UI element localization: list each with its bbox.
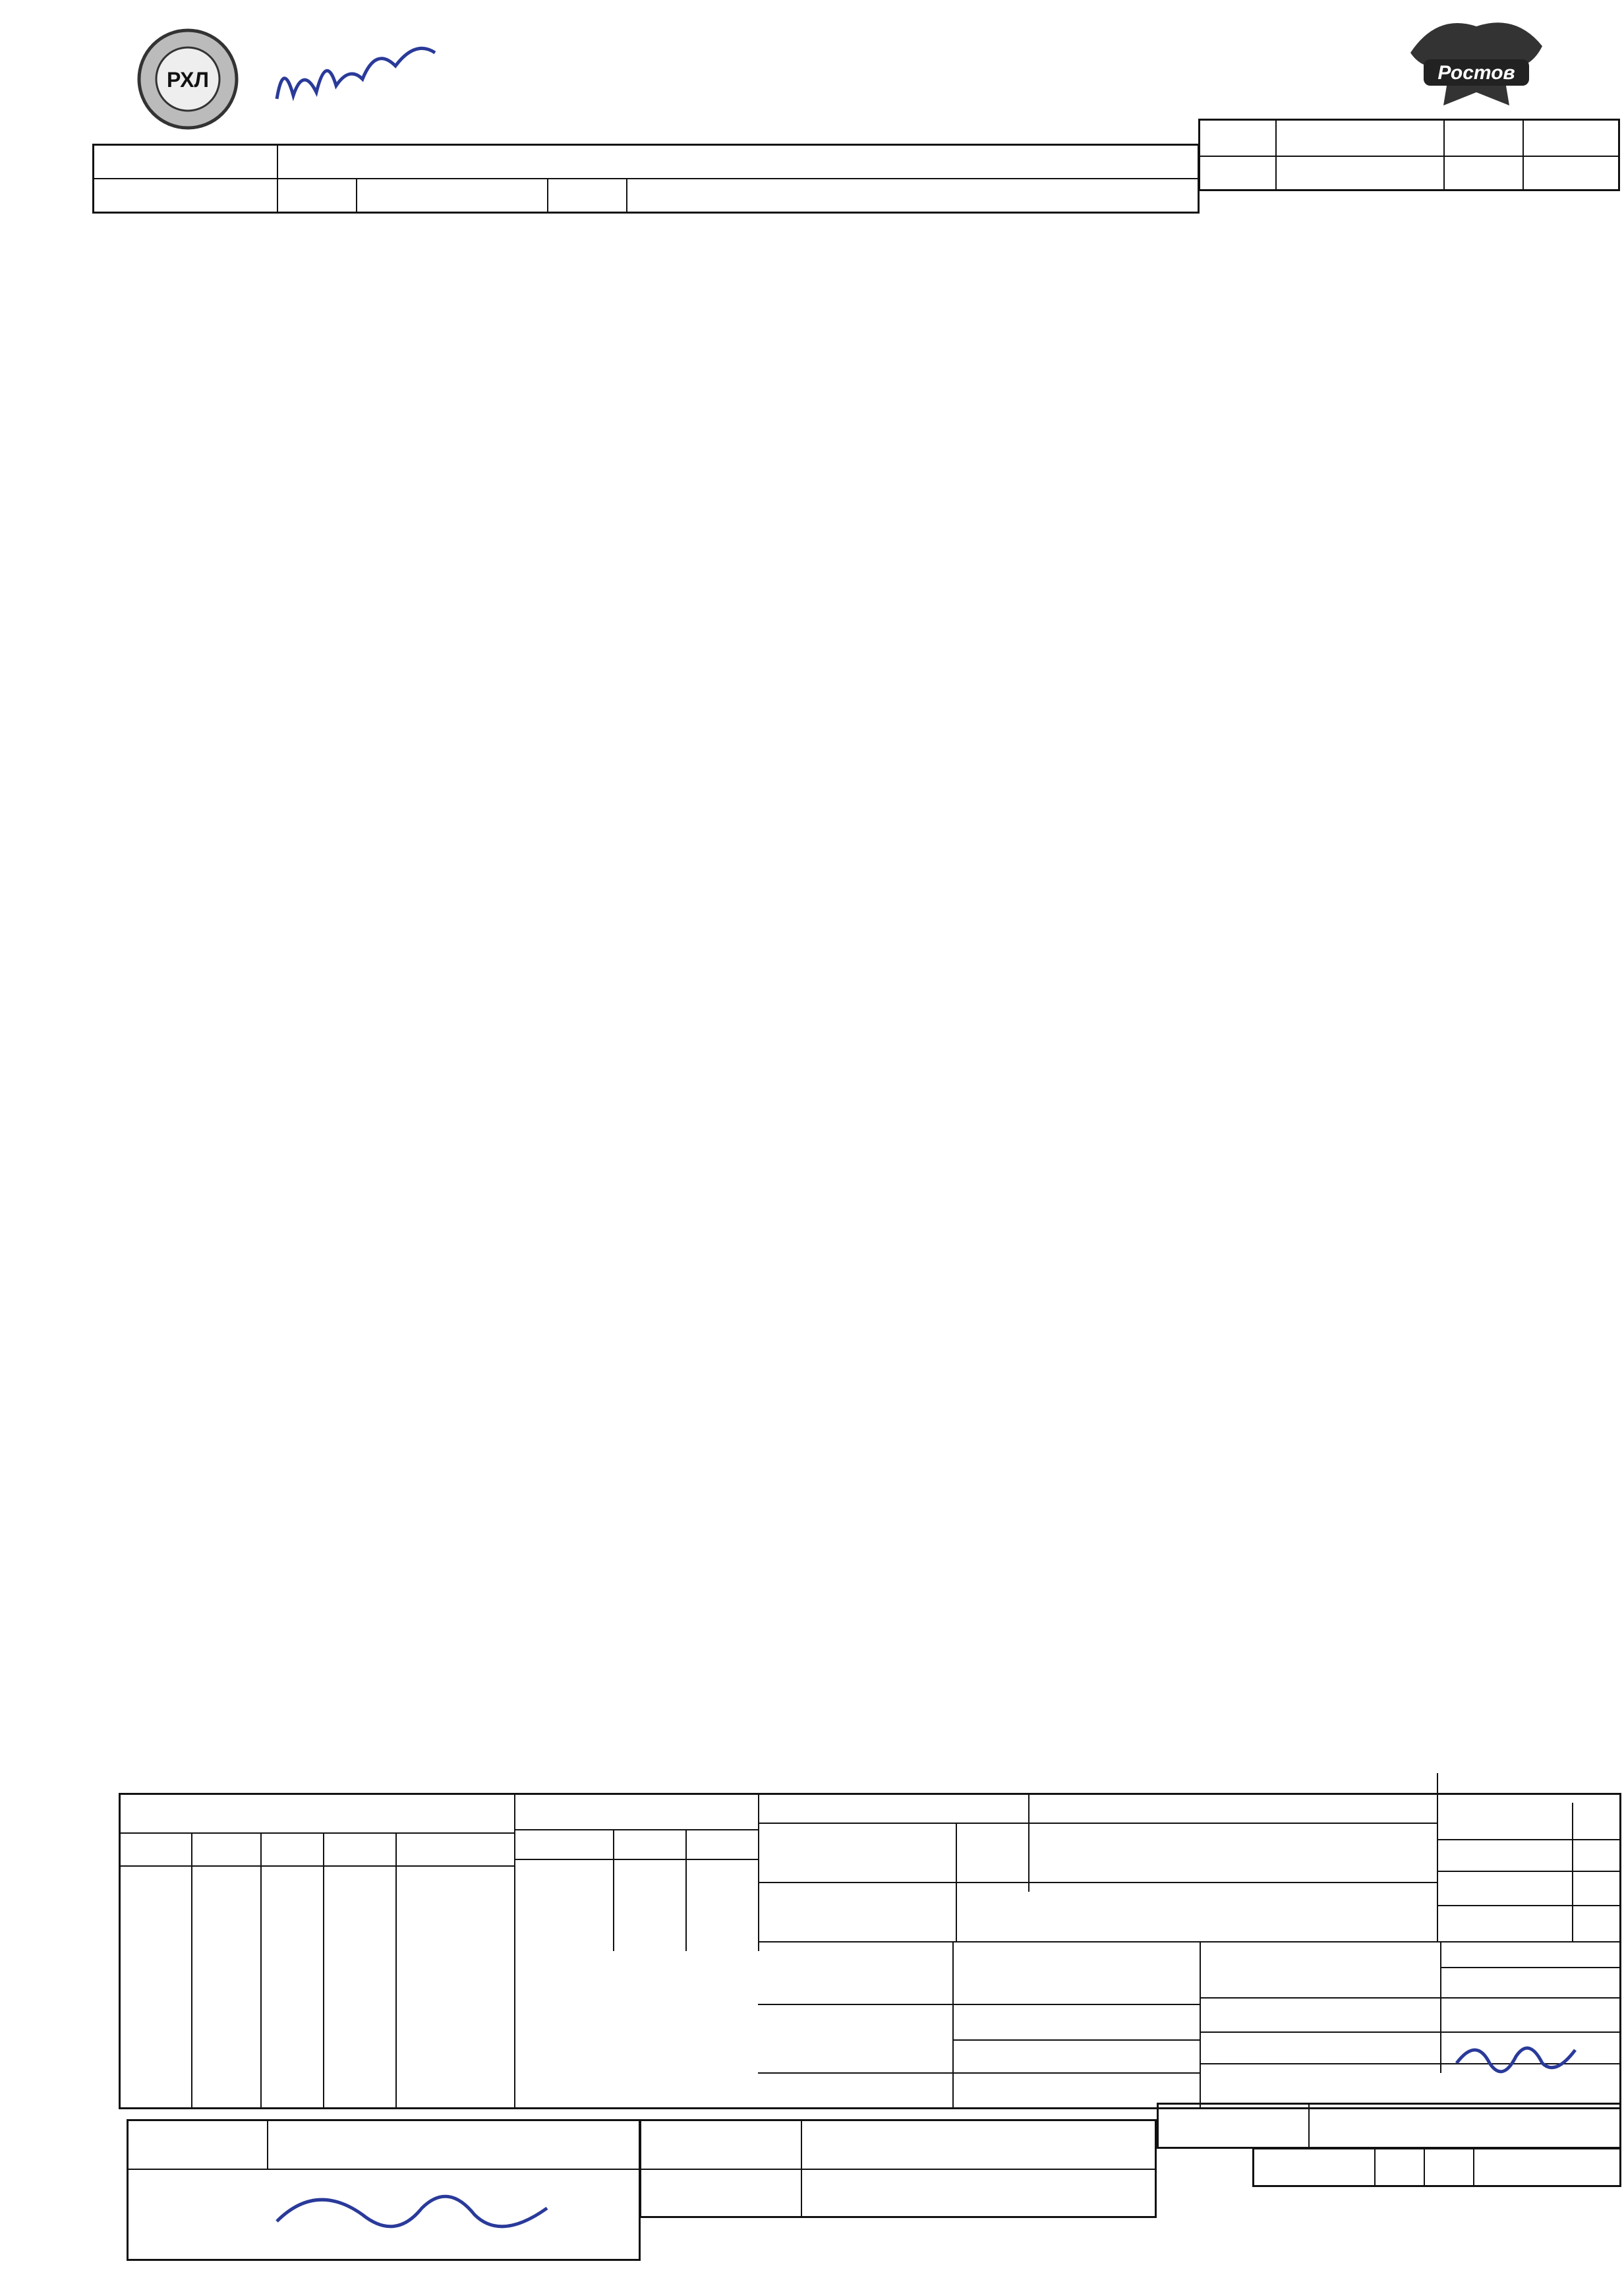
club-logo bbox=[1397, 13, 1555, 119]
handwritten-note bbox=[264, 26, 461, 125]
main-referee-signature bbox=[264, 2169, 567, 2254]
svg-text:Ростов: Ростов bbox=[1437, 62, 1515, 84]
svg-text:РХЛ: РХЛ bbox=[167, 68, 209, 92]
league-logo bbox=[132, 26, 244, 132]
secretary-signature bbox=[1450, 2030, 1582, 2089]
